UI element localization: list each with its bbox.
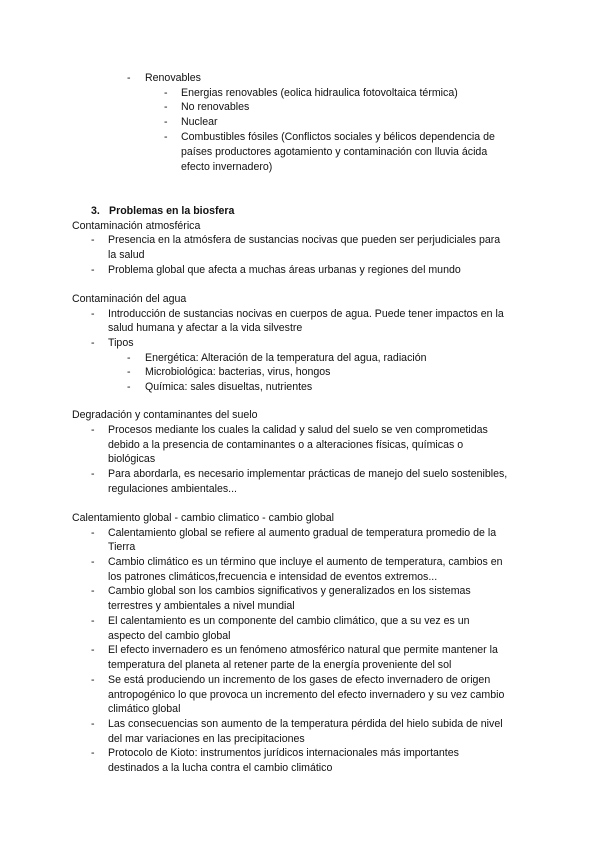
bullet-dash: - xyxy=(164,116,168,128)
list-item-continuation: regulaciones ambientales... xyxy=(108,483,237,495)
list-item: Problema global que afecta a muchas áreas urbanas y regiones del mundo xyxy=(108,264,461,276)
list-item: Las consecuencias son aumento de la temperatura pérdida del hielo subida de nivel xyxy=(108,718,503,730)
bullet-dash: - xyxy=(91,468,95,480)
bullet-dash: - xyxy=(91,527,95,539)
list-item-continuation: del mar variaciones en las precipitaciones xyxy=(108,733,305,745)
list-item: Tipos xyxy=(108,337,134,349)
list-item: Nuclear xyxy=(181,116,218,128)
list-item-continuation: efecto invernadero) xyxy=(181,161,273,173)
bullet-dash: - xyxy=(91,234,95,246)
list-item-continuation: salud humana y afectar a la vida silvestre xyxy=(108,322,303,334)
list-item: Energias renovables (eolica hidraulica fotovoltaica térmica) xyxy=(181,87,458,99)
subheading-suelo: Degradación y contaminantes del suelo xyxy=(72,409,258,421)
list-item: Para abordarla, es necesario implementar prácticas de manejo del suelo sostenibles, xyxy=(108,468,508,480)
sub-list-item: Química: sales disueltas, nutrientes xyxy=(145,381,313,393)
bullet-dash: - xyxy=(164,101,168,113)
bullet-dash: - xyxy=(91,556,95,568)
list-item-continuation: los patrones climáticos,frecuencia e intensidad de eventos extremos... xyxy=(108,571,438,583)
bullet-dash: - xyxy=(164,131,168,143)
bullet-dash: - xyxy=(91,585,95,597)
renovables-title: Renovables xyxy=(145,72,201,84)
list-item: Cambio climático es un término que incluye el aumento de temperatura, cambios en xyxy=(108,556,503,568)
bullet-dash: - xyxy=(91,747,95,759)
sub-list-item: Energética: Alteración de la temperatura del agua, radiación xyxy=(145,352,427,364)
list-item-continuation: países productores agotamiento y contaminación con lluvia ácida xyxy=(181,146,488,158)
bullet-dash: - xyxy=(127,366,131,378)
list-item-continuation: Tierra xyxy=(108,541,136,553)
bullet-dash: - xyxy=(91,308,95,320)
list-item: Introducción de sustancias nocivas en cuerpos de agua. Puede tener impactos en la xyxy=(108,308,504,320)
bullet-dash: - xyxy=(91,424,95,436)
list-item: Combustibles fósiles (Conflictos sociales y bélicos dependencia de xyxy=(181,131,495,143)
list-item-continuation: destinados a la lucha contra el cambio climático xyxy=(108,762,333,774)
list-item-continuation: antropogénico lo que provoca un incremento del efecto invernadero y su vez cambio xyxy=(108,689,505,701)
subheading-atmosferica: Contaminación atmosférica xyxy=(72,220,201,232)
section-number: 3. xyxy=(91,205,100,217)
list-item: Protocolo de Kioto: instrumentos jurídicos internacionales más importantes xyxy=(108,747,459,759)
bullet-dash: - xyxy=(127,352,131,364)
list-item-continuation: biológicas xyxy=(108,453,156,465)
bullet-dash: - xyxy=(164,87,168,99)
bullet-dash: - xyxy=(91,264,95,276)
bullet-dash: - xyxy=(127,381,131,393)
list-item: Calentamiento global se refiere al aumento gradual de temperatura promedio de la xyxy=(108,527,497,539)
list-item: El efecto invernadero es un fenómeno atmosférico natural que permite mantener la xyxy=(108,644,498,656)
bullet-dash: - xyxy=(91,718,95,730)
bullet-dash: - xyxy=(91,674,95,686)
list-item-continuation: aspecto del cambio global xyxy=(108,630,231,642)
subheading-calentamiento: Calentamiento global - cambio climatico - cambio global xyxy=(72,512,335,524)
section-title: Problemas en la biosfera xyxy=(109,205,235,217)
list-item: Procesos mediante los cuales la calidad y salud del suelo se ven comprometidas xyxy=(108,424,488,436)
list-item: Se está produciendo un incremento de los gases de efecto invernadero de origen xyxy=(108,674,491,686)
bullet-dash: - xyxy=(91,644,95,656)
bullet-dash: - xyxy=(91,615,95,627)
sub-list-item: Microbiológica: bacterias, virus, hongos xyxy=(145,366,331,378)
bullet-dash: - xyxy=(127,72,131,84)
list-item-continuation: terrestres y ambientales a nivel mundial xyxy=(108,600,295,612)
list-item-continuation: la salud xyxy=(108,249,145,261)
list-item-continuation: climático global xyxy=(108,703,181,715)
list-item: El calentamiento es un componente del cambio climático, que a su vez es un xyxy=(108,615,470,627)
list-item: Presencia en la atmósfera de sustancias nocivas que pueden ser perjudiciales para xyxy=(108,234,501,246)
list-item: Cambio global son los cambios significativos y generalizados en los sistemas xyxy=(108,585,471,597)
section-heading xyxy=(91,205,234,218)
list-item-continuation: debido a la presencia de contaminantes o a alteraciones físicas, químicas o xyxy=(108,439,464,451)
bullet-dash: - xyxy=(91,337,95,349)
list-item: No renovables xyxy=(181,101,250,113)
subheading-agua: Contaminación del agua xyxy=(72,293,187,305)
list-item-continuation: temperatura del planeta al retener parte de la energía proveniente del sol xyxy=(108,659,452,671)
